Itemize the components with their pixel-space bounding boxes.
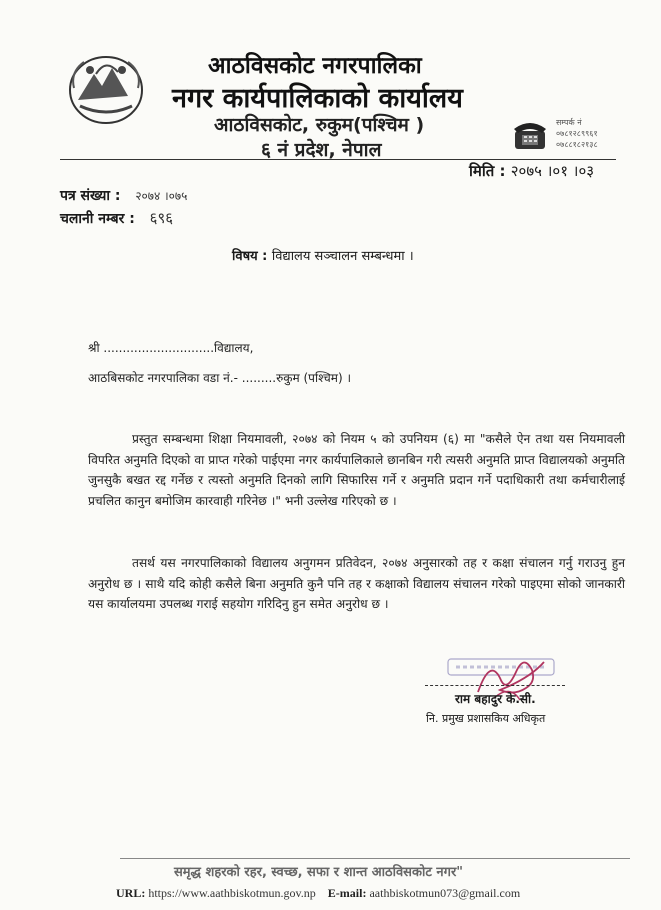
- office-address: आठविसकोट, रुकुम(पश्चिम ): [214, 114, 425, 136]
- letter-number-label: पत्र संख्या :: [60, 188, 121, 204]
- url-label: URL:: [116, 886, 146, 900]
- date-value: २०७५ ।०१ ।०३: [510, 162, 595, 180]
- subject-value: विद्यालय सञ्चालन सम्बन्धमा ।: [271, 249, 414, 264]
- footer-slogan: समृद्ध शहरको रहर, स्वच्छ, सफा र शान्त आठविसकोट नगर": [174, 865, 464, 880]
- telephone-icon: [512, 117, 548, 153]
- body-paragraph-1: प्रस्तुत सम्बन्धमा शिक्षा नियमावली, २०७४ को नियम ५ को उपनियम (६) मा "कसैले ऐन तथा यस नियमावली विपरित अनुमति दिएको वा प्राप्त गरेको पाईएमा नगर कार्यपालिकाले छानबिन गरी त्यसरी अनुमति प्राप्त विद्यालयको अनुमति जुनसुकै बखत रद्द गर्नेछ र त्यस्तो अनुमति दिनको लागि सिफारिस गर्ने र अनुमति प्रदान गर्ने पदाधिकारी तथा कर्मचारीलाई प्रचलित कानुन बमोजिम कारवाही गरिनेछ ।" भनी उल्लेख गरिएको छ ।: [88, 432, 625, 508]
- province-line: ६ नं प्रदेश, नेपाल: [261, 139, 382, 161]
- contact-label: सम्पर्क नं: [556, 118, 582, 127]
- dispatch-number-value: ६९६: [149, 209, 174, 227]
- signatory-name: राम बहादुर के.सी.: [455, 692, 536, 706]
- subject-line: [232, 246, 414, 264]
- body-paragraph-2: तसर्थ यस नगरपालिकाको विद्यालय अनुगमन प्रतिवेदन, २०७४ अनुसारको तह र कक्षा संचालन गर्नु गराउनु हुन अनुरोध छ । साथै यदि कोही कसैले बिना अनुमति कुनै पनि तह र कक्षाको विद्यालय संचालन गरेको पाइएमा सोको जानकारी यस कार्यालयमा उपलब्ध गराई सहयोग गरिदिनु हुन समेत अनुरोध छ ।: [88, 556, 625, 611]
- header-divider: [60, 159, 616, 160]
- addressee-line-2: आठबिसकोट नगरपालिका वडा नं.- .........रुकुम (पश्चिम) ।: [88, 371, 352, 385]
- website-url: https://www.aathbiskotmun.gov.np: [148, 886, 316, 900]
- date-line: [469, 161, 594, 181]
- municipality-name: आठविसकोट नगरपालिका: [208, 53, 422, 79]
- footer-contact-line: [116, 886, 520, 901]
- letter-number-line: [60, 186, 187, 205]
- email-label: E-mail:: [327, 886, 367, 900]
- email-address: aathbiskotmun073@gmail.com: [369, 886, 521, 900]
- date-label: मिति :: [469, 162, 506, 180]
- office-name: नगर कार्यपालिकाको कार्यालय: [172, 83, 463, 114]
- footer-divider: [120, 858, 630, 859]
- dispatch-number-line: [60, 208, 173, 228]
- signature-line: [425, 685, 565, 686]
- signatory-designation: नि. प्रमुख प्रशासकिय अधिकृत: [426, 712, 546, 725]
- phone-number-2: ०७८८१८२१३८: [556, 140, 598, 149]
- letter-number-value: २०७४ ।०७५: [135, 189, 188, 203]
- government-emblem-icon: [66, 52, 146, 126]
- dispatch-number-label: चलानी नम्बर :: [60, 211, 135, 227]
- phone-number-1: ०७८१२८९९६१: [556, 129, 598, 138]
- subject-label: विषय :: [232, 249, 268, 264]
- contact-numbers: [556, 117, 598, 150]
- addressee-line-1: श्री .............................विद्यालय,: [88, 341, 254, 355]
